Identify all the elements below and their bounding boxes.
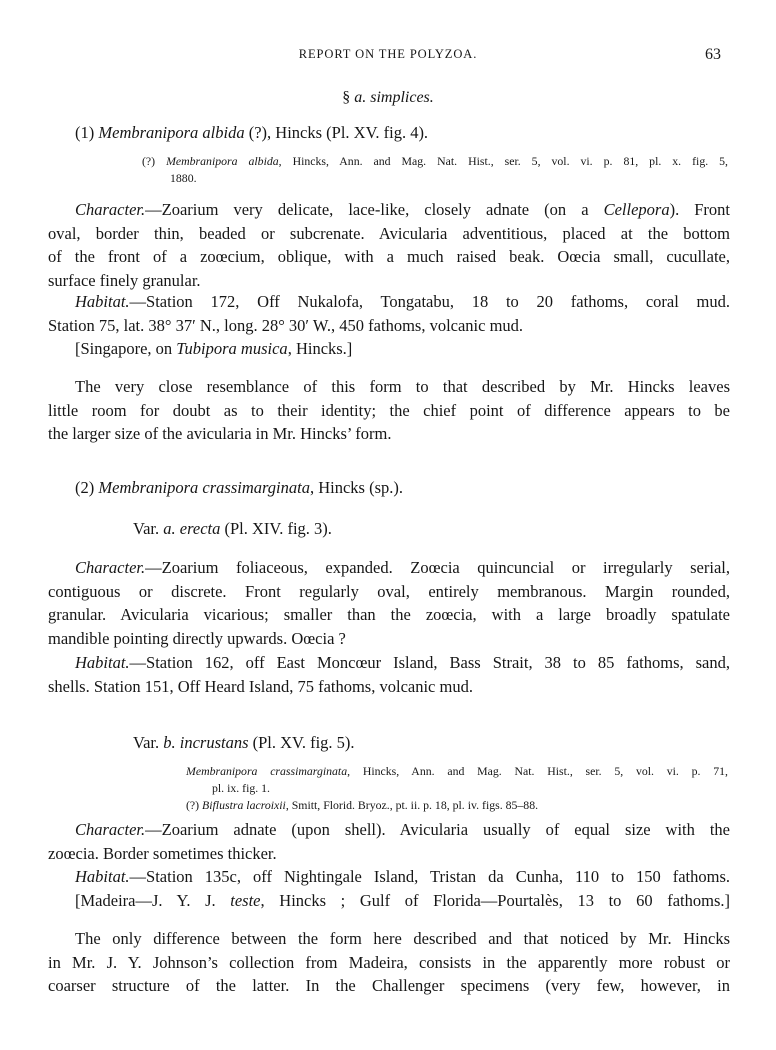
character-line-1: Character.—Zoarium foliaceous, expanded. Zoœcia quincuncial or irregularly serial, (75, 558, 730, 577)
variety-name: a. erecta (163, 519, 221, 538)
character-line-1: Character.—Zoarium very delicate, lace-like, closely adnate (on a Cellepora). Front (75, 200, 730, 219)
host-species: Tubipora musica (176, 339, 288, 358)
host-genus: Cellepora (603, 200, 670, 219)
habitat-label: Habitat. (75, 292, 130, 311)
variety-b-character: Character.—Zoarium adnate (upon shell). Avicularia usually of equal size with the zoœcia. Border sometimes thicker. (48, 820, 730, 863)
reference-year: 1880. (170, 171, 197, 185)
species-1-discussion: The very close resemblance of this form to that described by Mr. Hincks leaves little room for doubt as to their identity; the chief point of difference appears to be the larger size of the avicularia in Mr. Hincks’ form. (48, 377, 730, 443)
habitat-line-1: Habitat.—Station 162, off East Moncœur Island, Bass Strait, 38 to 85 fathoms, sand, (75, 653, 730, 672)
character-line-3: of the front of a zoœcium, oblique, with a much raised beak. Oœcia small, cucullate, (48, 247, 730, 266)
teste: teste (230, 890, 261, 910)
reference-line (142, 153, 728, 170)
species-2-discussion: The only difference between the form here described and that noticed by Mr. Hincks in Mr. J. Y. Johnson’s collection from Madeira, consists in the apparently more robust or coarser structure of the latter. In the Challenger specimens (very few, however, in (48, 929, 730, 995)
character-label: Character. (75, 820, 146, 839)
section-sign: § (342, 89, 351, 106)
character-line-2: oval, border thin, beaded or subcrenate. Avicularia adventitious, placed at the bottom (48, 223, 730, 243)
variety-b-reference-1: Membranipora crassimarginata, Hincks, Ann. and Mag. Nat. Hist., ser. 5, vol. vi. p. 71, pl. ix. fig. 1. (186, 764, 728, 795)
variety-name: b. incrustans (163, 733, 249, 752)
reference-species: Biflustra lacroixii (202, 798, 286, 812)
character-line-1: Character.—Zoarium adnate (upon shell). Avicularia usually of equal size with the (75, 820, 730, 839)
species-number: (2) (75, 478, 95, 497)
species-name: Membranipora crassimarginata (98, 478, 310, 497)
reference-species: Membranipora crassimarginata (186, 764, 348, 778)
habitat-line-2: [Madeira—J. Y. J. teste, Hincks ; Gulf of Florida—Pourtalès, 13 to 60 fathoms.] (75, 890, 730, 910)
habitat-label: Habitat. (75, 867, 130, 886)
species-2-title (75, 478, 403, 498)
reference-citation: , Hincks, Ann. and Mag. Nat. Hist., ser. 5, vol. vi. p. 81, pl. x. fig. 5, (278, 154, 729, 168)
species-1-habitat (48, 290, 730, 361)
species-1-reference (142, 153, 728, 187)
character-label: Character. (75, 200, 146, 219)
species-name: Membranipora albida (98, 123, 245, 142)
species-number: (1) (75, 123, 95, 142)
species-1-character (48, 198, 730, 292)
species-qualifier: , Hincks (sp.). (309, 478, 404, 497)
variety-a-character: Character.—Zoarium foliaceous, expanded. Zoœcia quincuncial or irregularly serial, contiguous or discrete. Front regularly oval, entirely membranous. Margin rounded, granular. Avicularia vicarious; smaller than the zoœcia, with a large broadly spatulate mandible pointing directly upwards. Oœcia ? (48, 558, 730, 648)
variety-b-habitat (48, 865, 730, 912)
species-1-title (75, 123, 428, 143)
habitat-line-2: Station 75, lat. 38° 37′ N., long. 28° 30′ W., 450 fathoms, volcanic mud. (48, 315, 524, 335)
character-line-4: surface finely granular. (48, 270, 201, 290)
variety-a-title: Var. a. erecta (Pl. XIV. fig. 3). (133, 519, 332, 538)
character-label: Character. (75, 558, 146, 577)
habitat-note: [Singapore, on Tubipora musica, Hincks.] (75, 339, 353, 358)
species-qualifier: (?), Hincks (Pl. XV. fig. 4). (248, 123, 429, 142)
query-mark: (?) (186, 798, 200, 812)
habitat-line-1: Habitat.—Station 172, Off Nukalofa, Tongatabu, 18 to 20 fathoms, coral mud. (75, 292, 730, 311)
section-name: simplices. (370, 89, 434, 106)
section-letter: a. (354, 89, 367, 106)
reference-species: Membranipora albida (166, 154, 279, 168)
query-mark: (?) (142, 154, 156, 168)
variety-b-title: Var. b. incrustans (Pl. XV. fig. 5). (133, 733, 355, 752)
page-number: 63 (705, 46, 721, 63)
section-heading (0, 89, 776, 107)
variety-a-habitat: Habitat.—Station 162, off East Moncœur Island, Bass Strait, 38 to 85 fathoms, sand, shells. Station 151, Off Heard Island, 75 fathoms, volcanic mud. (48, 653, 730, 696)
variety-b-reference-2: (?) Biflustra lacroixii, Smitt, Florid. Bryoz., pt. ii. p. 18, pl. iv. figs. 85–88. (186, 798, 539, 812)
running-title: REPORT ON THE POLYZOA. (298, 47, 478, 61)
habitat-line-1: Habitat.—Station 135c, off Nightingale Island, Tristan da Cunha, 110 to 150 fathoms. (75, 867, 730, 886)
habitat-label: Habitat. (75, 653, 130, 672)
